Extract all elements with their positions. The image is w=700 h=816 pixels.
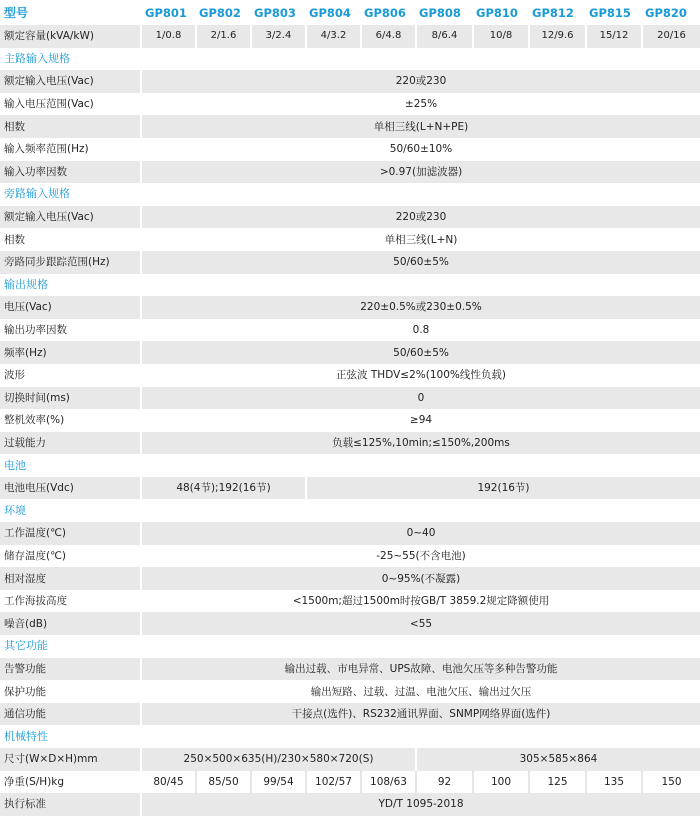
model-GP802: | GP802 [196, 0, 251, 25]
spec-value: 单相三线(L+N) [141, 228, 700, 251]
spec-value: 50/60±5% [141, 251, 700, 274]
spec-row [0, 545, 700, 568]
spec-label: 通信功能 [0, 703, 141, 726]
spec-value: 48(4节);192(16节) [141, 477, 306, 500]
spec-row [0, 364, 700, 387]
spec-row [0, 93, 700, 116]
section-title: 主路输入规格 [0, 48, 700, 71]
spec-label: 输入电压范围(Vac) [0, 93, 141, 116]
model-GP815: | GP815 [586, 0, 642, 25]
spec-label: 执行标准 [0, 793, 141, 816]
spec-value: 50/60±10% [141, 138, 700, 161]
capacity-value: 12/9.6 [529, 25, 586, 48]
spec-value: YD/T 1095-2018 [141, 793, 700, 816]
section-mechanical [0, 725, 700, 748]
spec-label: 尺寸(W×D×H)mm [0, 748, 141, 771]
spec-label: 输入功率因数 [0, 161, 141, 184]
section-title: 环境 [0, 499, 700, 522]
spec-value: 50/60±5% [141, 341, 700, 364]
spec-row [0, 296, 700, 319]
spec-row [0, 206, 700, 229]
spec-value: 输出过载、市电异常、UPS故障、电池欠压等多种告警功能 [141, 658, 700, 681]
spec-label: 过载能力 [0, 432, 141, 455]
spec-value: -25~55(不含电池) [141, 545, 700, 568]
spec-label: 额定输入电压(Vac) [0, 70, 141, 93]
spec-row [0, 477, 700, 500]
spec-label: 告警功能 [0, 658, 141, 681]
spec-label: 相对湿度 [0, 567, 141, 590]
section-environment [0, 499, 700, 522]
weight-value: 108/63 [361, 771, 416, 794]
section-title: 机械特性 [0, 725, 700, 748]
spec-row [0, 138, 700, 161]
model-GP801: | GP801 [141, 0, 196, 25]
model-header-label: 型号 [0, 0, 141, 25]
spec-label: 旁路同步跟踪范围(Hz) [0, 251, 141, 274]
capacity-value: 3/2.4 [251, 25, 306, 48]
capacity-value: 10/8 [473, 25, 529, 48]
capacity-value: 4/3.2 [306, 25, 361, 48]
spec-value: 单相三线(L+N+PE) [141, 115, 700, 138]
spec-value: 0~95%(不凝露) [141, 567, 700, 590]
model-GP810: | GP810 [473, 0, 529, 25]
spec-value: 220±0.5%或230±0.5% [141, 296, 700, 319]
weight-value: 135 [586, 771, 642, 794]
spec-row [0, 567, 700, 590]
model-GP806: | GP806 [361, 0, 416, 25]
spec-label: 噪音(dB) [0, 612, 141, 635]
spec-row [0, 590, 700, 613]
capacity-value: 2/1.6 [196, 25, 251, 48]
spec-label: 净重(S/H)kg [0, 771, 141, 794]
spec-value: 负载≤125%,10min;≤150%,200ms [141, 432, 700, 455]
weight-value: 99/54 [251, 771, 306, 794]
model-GP808: | GP808 [416, 0, 473, 25]
spec-value: ≥94 [141, 409, 700, 432]
spec-row-size [0, 748, 700, 771]
section-other-functions [0, 635, 700, 658]
spec-row [0, 612, 700, 635]
spec-value: <55 [141, 612, 700, 635]
spec-label: 整机效率(%) [0, 409, 141, 432]
spec-label: 波形 [0, 364, 141, 387]
section-main-input [0, 48, 700, 71]
spec-value: 正弦波 THDV≤2%(100%线性负载) [141, 364, 700, 387]
capacity-value: 15/12 [586, 25, 642, 48]
weight-value: 150 [642, 771, 700, 794]
spec-label: 工作温度(℃) [0, 522, 141, 545]
weight-value: 80/45 [141, 771, 196, 794]
spec-row [0, 680, 700, 703]
spec-label: 储存温度(℃) [0, 545, 141, 568]
spec-label: 额定输入电压(Vac) [0, 206, 141, 229]
spec-value: 0.8 [141, 319, 700, 342]
spec-row-weight [0, 771, 700, 794]
model-GP804: | GP804 [306, 0, 361, 25]
spec-label: 相数 [0, 115, 141, 138]
section-title: 旁路输入规格 [0, 183, 700, 206]
spec-label: 电压(Vac) [0, 296, 141, 319]
spec-row [0, 703, 700, 726]
section-title: 其它功能 [0, 635, 700, 658]
weight-value: 85/50 [196, 771, 251, 794]
spec-label: 电池电压(Vdc) [0, 477, 141, 500]
spec-value: 250×500×635(H)/230×580×720(S) [141, 748, 416, 771]
spec-label: 保护功能 [0, 680, 141, 703]
spec-value: >0.97(加滤波器) [141, 161, 700, 184]
spec-row-standard [0, 793, 700, 816]
weight-value: 92 [416, 771, 473, 794]
spec-row [0, 387, 700, 410]
spec-row [0, 251, 700, 274]
capacity-value: 8/6.4 [416, 25, 473, 48]
capacity-value: 20/16 [642, 25, 700, 48]
spec-row [0, 70, 700, 93]
spec-row [0, 115, 700, 138]
spec-row [0, 228, 700, 251]
spec-row [0, 658, 700, 681]
spec-row [0, 522, 700, 545]
spec-value: 干接点(选件)、RS232通讯界面、SNMP网络界面(选件) [141, 703, 700, 726]
section-output [0, 274, 700, 297]
spec-value: 0~40 [141, 522, 700, 545]
capacity-value: 6/4.8 [361, 25, 416, 48]
spec-value: 220或230 [141, 70, 700, 93]
spec-label: 工作海拔高度 [0, 590, 141, 613]
section-title: 输出规格 [0, 274, 700, 297]
section-title: 电池 [0, 454, 700, 477]
spec-row [0, 319, 700, 342]
capacity-label: 额定容量(kVA/kW) [0, 25, 141, 48]
spec-row [0, 432, 700, 455]
section-battery [0, 454, 700, 477]
spec-value: ±25% [141, 93, 700, 116]
spec-label: 输出功率因数 [0, 319, 141, 342]
spec-label: 频率(Hz) [0, 341, 141, 364]
spec-label: 相数 [0, 228, 141, 251]
section-bypass-input [0, 183, 700, 206]
weight-value: 125 [529, 771, 586, 794]
spec-row [0, 341, 700, 364]
capacity-value: 1/0.8 [141, 25, 196, 48]
spec-label: 切换时间(ms) [0, 387, 141, 410]
weight-value: 100 [473, 771, 529, 794]
model-header-row [0, 0, 700, 25]
spec-value: <1500m;超过1500m时按GB/T 3859.2规定降额使用 [141, 590, 700, 613]
spec-value: 305×585×864 [416, 748, 700, 771]
spec-row [0, 161, 700, 184]
spec-row [0, 409, 700, 432]
spec-value: 0 [141, 387, 700, 410]
spec-value: 192(16节) [306, 477, 700, 500]
model-GP803: | GP803 [251, 0, 306, 25]
spec-value: 220或230 [141, 206, 700, 229]
model-GP812: | GP812 [529, 0, 586, 25]
spec-label: 输入频率范围(Hz) [0, 138, 141, 161]
capacity-row [0, 25, 700, 48]
weight-value: 102/57 [306, 771, 361, 794]
model-GP820: | GP820 [642, 0, 700, 25]
spec-value: 输出短路、过载、过温、电池欠压、输出过欠压 [141, 680, 700, 703]
